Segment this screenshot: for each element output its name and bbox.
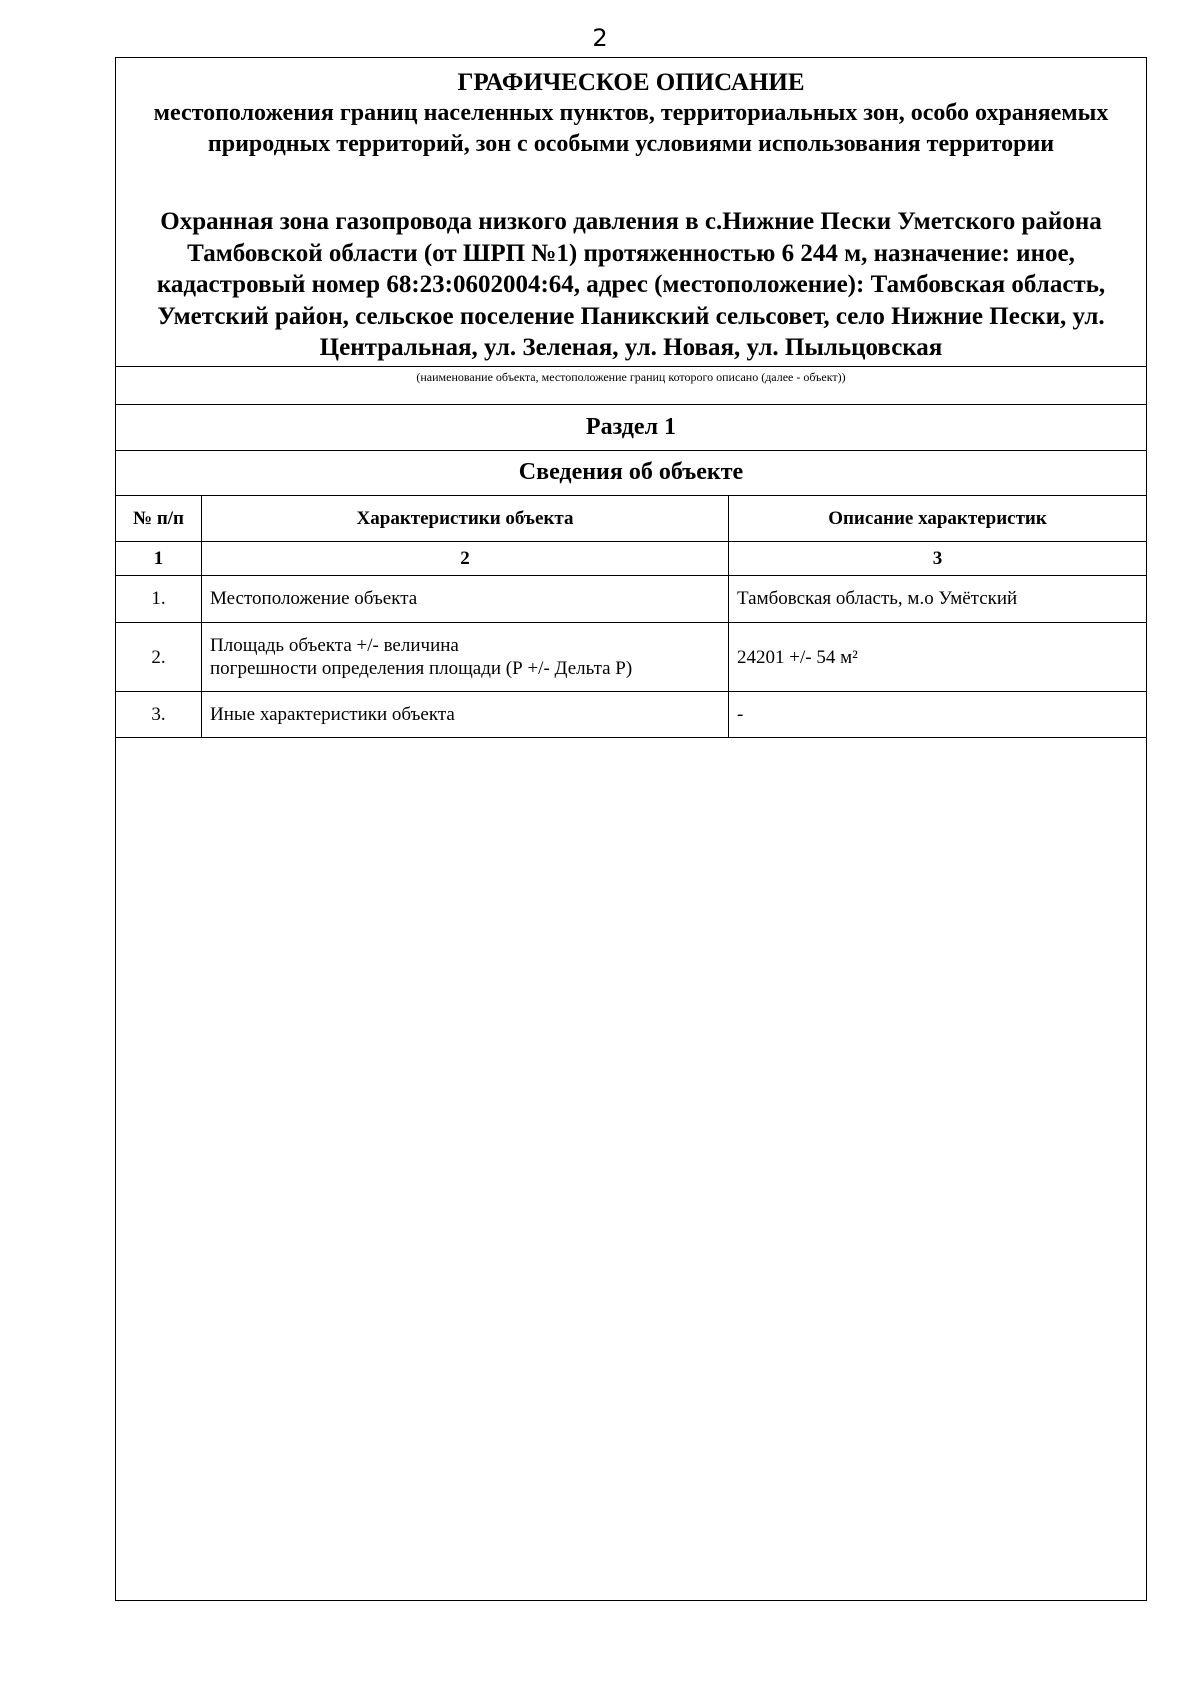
column-header: Описание характеристик — [729, 496, 1147, 542]
divider — [116, 366, 1146, 367]
row-description: Тамбовская область, м.о Умётский — [729, 576, 1147, 623]
section-subtitle: Сведения об объекте — [518, 459, 744, 485]
column-number: 3 — [729, 542, 1147, 576]
row-characteristic: Местоположение объекта — [202, 576, 729, 623]
document-title: ГРАФИЧЕСКОЕ ОПИСАНИЕ — [457, 69, 805, 96]
table-row — [116, 623, 1147, 692]
table-header-row — [116, 496, 1147, 542]
row-number: 1. — [116, 576, 202, 623]
row-characteristic: Иные характеристики объекта — [202, 692, 729, 738]
section-title: Раздел 1 — [585, 414, 677, 440]
page-number: 2 — [592, 24, 608, 52]
object-name: Охранная зона газопровода низкого давления в с.Нижние Пески Уметского района Тамбовской области (от ШРП №1) протяженностью 6 244 м, назначение: иное, кадастровый номер 68:23:0602004:64, адрес (местоположение): Тамбовская область, Уметский район, сельское поселение Паникский сельсовет, село Нижние Пески, ул. Центральная, ул. Зеленая, ул. Новая, ул. Пыльцовская — [156, 208, 1106, 361]
table-row — [116, 576, 1147, 623]
row-description: - — [729, 692, 1147, 738]
row-characteristic-line: Площадь объекта +/- величина — [210, 635, 459, 656]
object-info-table — [115, 495, 1147, 738]
column-number-row — [116, 542, 1147, 576]
column-number: 2 — [202, 542, 729, 576]
document-frame — [115, 57, 1147, 1601]
row-characteristic-line: погрешности определения площади (Р +/- Дельта Р) — [210, 658, 633, 679]
document-subtitle: местоположения границ населенных пунктов, территориальных зон, особо охраняемых природных территорий, зон с особыми условиями использования территории — [153, 100, 1109, 157]
object-caption: (наименование объекта, местоположение границ которого описано (далее - объект)) — [416, 370, 846, 384]
row-description: 24201 +/- 54 м² — [729, 623, 1147, 692]
row-number: 2. — [116, 623, 202, 692]
table-row — [116, 692, 1147, 738]
document-header — [116, 58, 1146, 367]
row-characteristic — [202, 623, 729, 692]
column-header: № п/п — [116, 496, 202, 542]
column-number: 1 — [116, 542, 202, 576]
column-header: Характеристики объекта — [202, 496, 729, 542]
row-number: 3. — [116, 692, 202, 738]
